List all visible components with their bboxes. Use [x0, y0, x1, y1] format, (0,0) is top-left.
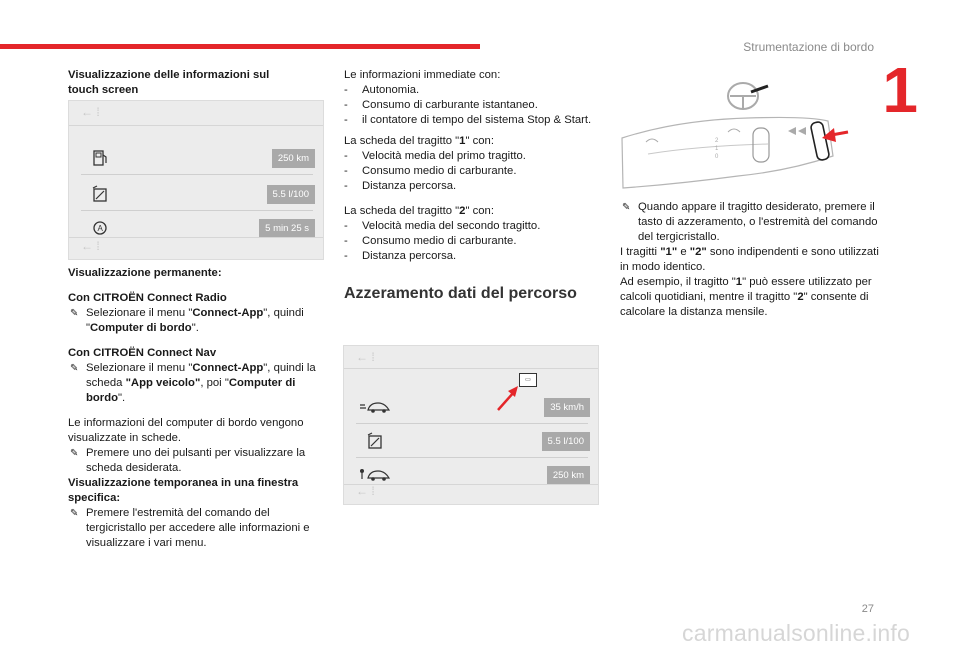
tabs-bullet: [68, 446, 326, 476]
nav-bullet: [68, 361, 326, 406]
text: Consumo di carburante istantaneo.: [362, 99, 538, 111]
nav-heading: Con CITROËN Connect Nav: [68, 347, 217, 359]
immediate-item: [344, 98, 602, 113]
text: I tragitti: [620, 246, 661, 258]
text: " consente di calcolare la distanza mensile.: [620, 291, 869, 318]
steering-wheel-icon: [728, 83, 768, 109]
svg-text:0: 0: [715, 154, 719, 160]
screen-value: 5.5 l/100: [542, 432, 590, 451]
text: ".: [191, 322, 199, 334]
dash: -: [344, 235, 348, 247]
text: ", quindi la scheda: [86, 362, 316, 389]
reset-bullet: [620, 200, 882, 245]
trip2-item: [344, 234, 602, 249]
tabs-text: Le informazioni del computer di bordo vengono visualizzate in schede.: [68, 417, 304, 444]
screen-value: 250 km: [547, 466, 590, 485]
dash: -: [344, 220, 348, 232]
trip-reset-icon[interactable]: ▭: [519, 373, 537, 387]
screen-row-consumption: [69, 177, 323, 211]
car-speed-icon: [358, 398, 392, 416]
text: e: [677, 246, 690, 258]
fuel-pump-icon: [91, 149, 111, 167]
text: " con:: [465, 135, 494, 147]
trip1-item: [344, 179, 602, 194]
text: ".: [118, 392, 126, 404]
permanent-heading: Visualizzazione permanente:: [68, 267, 222, 279]
text: Autonomia.: [362, 84, 420, 96]
column-1-text: [68, 266, 326, 551]
trip-number: 1: [735, 276, 743, 288]
example-paragraph: [620, 275, 882, 320]
text: Selezionare il menu ": [86, 307, 193, 319]
page-number: 27: [861, 603, 874, 615]
touch-screen-mockup-2: [343, 345, 599, 505]
text: Consumo medio di carburante.: [362, 235, 517, 247]
screen-value: 5 min 25 s: [259, 219, 315, 238]
touch-screen-mockup-1: [68, 100, 324, 260]
fuel-consumption-icon: [91, 185, 111, 203]
bullet-mark-icon: ✎: [70, 308, 79, 319]
immediate-intro: Le informazioni immediate con:: [344, 69, 501, 81]
chapter-number: 1: [882, 54, 918, 126]
back-arrow-icon[interactable]: ← ⁞: [81, 105, 100, 119]
dash: -: [344, 114, 348, 126]
screen-row-consumption: [344, 424, 598, 458]
bullet-mark-icon: ✎: [70, 448, 79, 459]
trip2-intro: [344, 204, 602, 219]
text: Quando appare il tragitto desiderato, premere il tasto di azzeramento, o l'estremità del comando del tergicristallo.: [638, 201, 878, 243]
dash: -: [344, 250, 348, 262]
text: Consumo medio di carburante.: [362, 165, 517, 177]
trip1-item: [344, 149, 602, 164]
text: Ad esempio, il tragitto ": [620, 276, 736, 288]
screen-top-bar: [344, 348, 598, 368]
text: Selezionare il menu ": [86, 362, 193, 374]
immediate-item: [344, 83, 602, 98]
text: Premere uno dei pulsanti per visualizzare la scheda desiderata.: [86, 447, 306, 474]
text: " con:: [465, 205, 494, 217]
wiper-stalk-diagram: [618, 76, 868, 194]
radio-bullet: [68, 306, 326, 336]
stop-start-icon: [91, 219, 111, 237]
svg-text:A: A: [97, 224, 103, 233]
watermark: carmanualsonline.info: [682, 620, 910, 646]
text: Premere l'estremità del comando del tergicristallo per accedere alle informazioni e visualizzare i vari menu.: [86, 507, 310, 549]
text: , poi ": [200, 377, 229, 389]
back-arrow-icon[interactable]: ← ⁞: [81, 239, 100, 253]
text: La scheda del tragitto ": [344, 205, 460, 217]
dash: -: [344, 84, 348, 96]
trip-number: "2": [689, 246, 707, 258]
screen-row-speed: [344, 390, 598, 424]
menu-name: Computer di bordo: [86, 377, 296, 404]
text: Distanza percorsa.: [362, 250, 457, 262]
header-red-bar: [0, 44, 480, 49]
svg-text:1: 1: [715, 146, 719, 152]
row-separator: [81, 174, 313, 175]
trip1-intro: [344, 134, 602, 149]
wiper-symbol-icon: [646, 129, 740, 142]
trip-number: 2: [797, 291, 804, 303]
touch-screen-heading: Visualizzazione delle informazioni sul touch screen: [68, 69, 270, 96]
temp-bullet: [68, 506, 326, 551]
column-1: [68, 68, 326, 98]
bullet-mark-icon: ✎: [70, 508, 79, 519]
screen-value: 250 km: [272, 149, 315, 168]
text: Velocità media del primo tragitto.: [362, 150, 526, 162]
svg-text:2: 2: [715, 138, 719, 144]
text: il contatore di tempo del sistema Stop & Start.: [362, 114, 592, 126]
trip-number: "1": [660, 246, 678, 258]
trip-number: 2: [459, 205, 466, 217]
dash: -: [344, 150, 348, 162]
dash: -: [344, 99, 348, 111]
trip2-item: [344, 249, 602, 264]
bullet-mark-icon: ✎: [70, 363, 79, 374]
text: " può essere utilizzato per calcoli quotidiani, mentre il tragitto ": [620, 276, 872, 303]
back-arrow-icon[interactable]: ← ⁞: [356, 350, 375, 364]
trip1-item: [344, 164, 602, 179]
screen-bottom-bar: [69, 237, 323, 257]
trips-paragraph: [620, 245, 882, 275]
reset-heading: Azzeramento dati del percorso: [344, 285, 577, 302]
screen-bottom-bar: [344, 482, 598, 502]
radio-heading: Con CITROËN Connect Radio: [68, 292, 227, 304]
immediate-item: [344, 113, 602, 128]
trip2-item: [344, 219, 602, 234]
text: ", quindi ": [86, 307, 304, 334]
screen-divider: [344, 368, 598, 369]
screen-divider: [69, 125, 323, 126]
screen-value: 5.5 l/100: [267, 185, 315, 204]
text: La scheda del tragitto ": [344, 135, 460, 147]
menu-name: Connect-App: [192, 362, 264, 374]
wiper-speed-scale: [715, 138, 719, 160]
screen-top-bar: [69, 103, 323, 123]
back-arrow-icon[interactable]: ← ⁞: [356, 484, 375, 498]
trip-number: 1: [459, 135, 466, 147]
dash: -: [344, 180, 348, 192]
fuel-consumption-icon: [366, 432, 386, 450]
column-3: [620, 200, 882, 320]
menu-name: "App veicolo": [125, 377, 201, 389]
section-title: Strumentazione di bordo: [743, 40, 874, 54]
menu-name: Computer di bordo: [90, 322, 192, 334]
temp-heading: Visualizzazione temporanea in una finestra specifica:: [68, 477, 299, 504]
bullet-mark-icon: ✎: [622, 202, 631, 213]
screen-row-autonomy: [69, 141, 323, 175]
screen-value: 35 km/h: [544, 398, 590, 417]
dash: -: [344, 165, 348, 177]
menu-name: Connect-App: [192, 307, 264, 319]
text: Velocità media del secondo tragitto.: [362, 220, 541, 232]
column-2: [344, 68, 602, 301]
text: sono indipendenti e sono utilizzati in modo identico.: [620, 246, 879, 273]
text: Distanza percorsa.: [362, 180, 457, 192]
